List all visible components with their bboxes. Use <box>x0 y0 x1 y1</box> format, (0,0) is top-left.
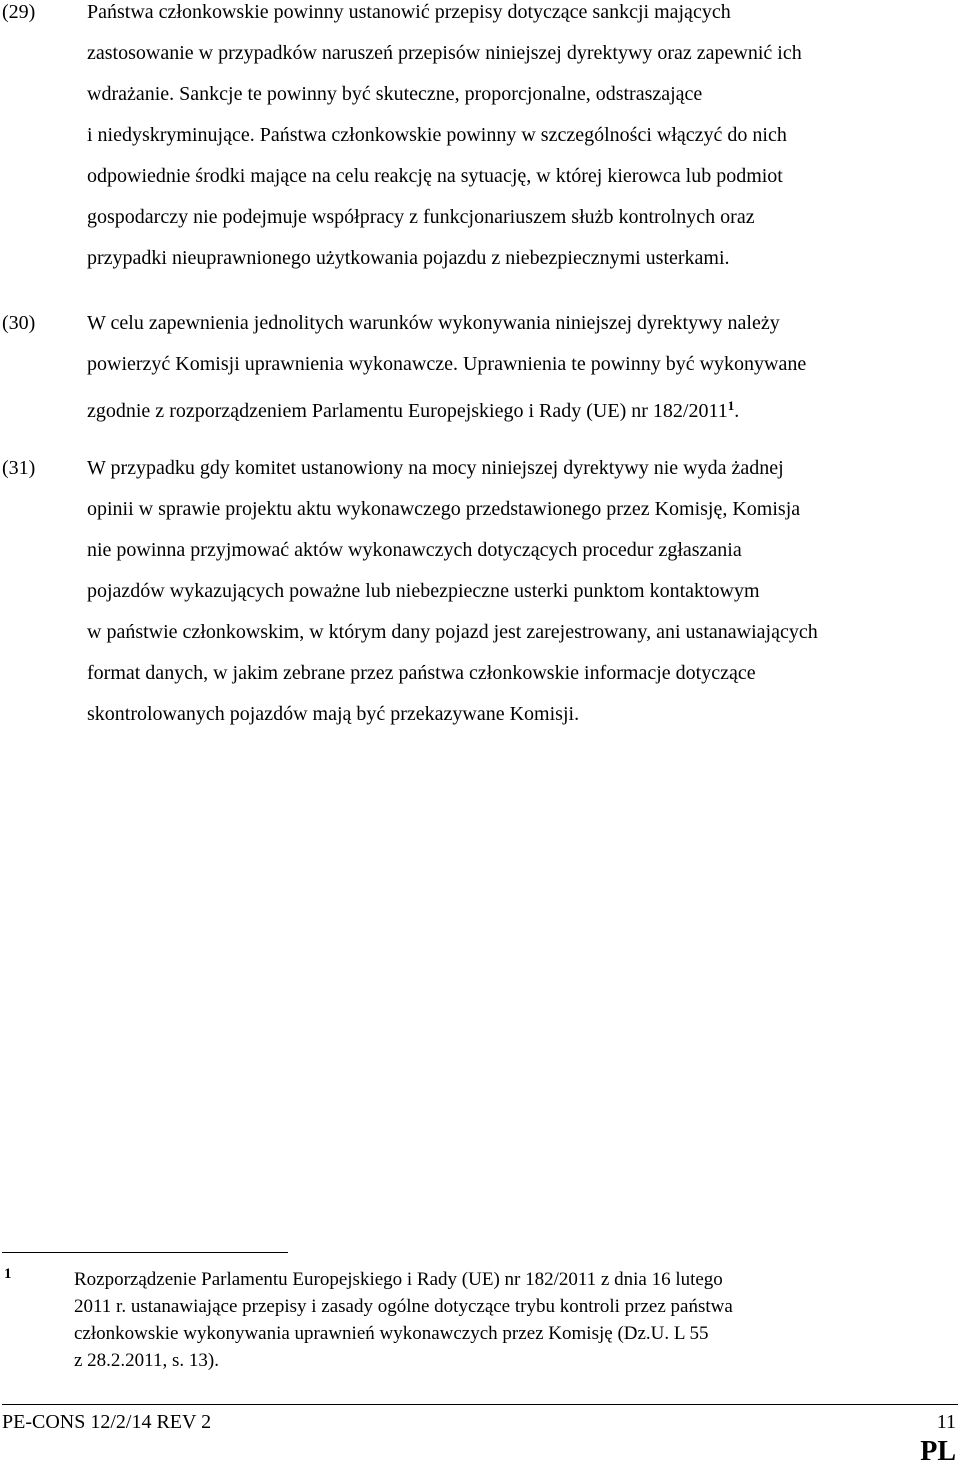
recital-line: i niedyskryminujące. Państwa członkowskie powinny w szczególności włączyć do nich <box>87 124 787 146</box>
recital-line: zgodnie z rozporządzeniem Parlamentu Europejskiego i Rady (UE) nr 182/2011 <box>87 400 728 422</box>
language-code: PL <box>920 1436 956 1467</box>
recital-line: wdrażanie. Sankcje te powinny być skuteczne, proporcjonalne, odstraszające <box>87 83 703 105</box>
recital-line: przypadki nieuprawnionego użytkowania pojazdu z niebezpiecznymi usterkami. <box>87 247 730 269</box>
footnote-line: członkowskie wykonywania uprawnień wykonawczych przez Komisję (Dz.U. L 55 <box>74 1323 709 1344</box>
recital-line: powierzyć Komisji uprawnienia wykonawcze. Uprawnienia te powinny być wykonywane <box>87 353 807 375</box>
footnote-reference[interactable]: 1 <box>727 398 735 413</box>
recital-number: (30) <box>2 312 36 334</box>
recital-line: format danych, w jakim zebrane przez państwa członkowskie informacje dotyczące <box>87 662 756 684</box>
recital-line: skontrolowanych pojazdów mają być przekazywane Komisji. <box>87 703 580 725</box>
page-number: 11 <box>936 1411 956 1433</box>
footnote-line: z 28.2.2011, s. 13). <box>74 1350 219 1371</box>
recital-line: pojazdów wykazujących poważne lub niebezpieczne usterki punktom kontaktowym <box>87 580 760 602</box>
document-reference: PE-CONS 12/2/14 REV 2 <box>2 1411 212 1433</box>
recital-line: W przypadku gdy komitet ustanowiony na mocy niniejszej dyrektywy nie wyda żadnej <box>87 457 784 479</box>
footer-separator <box>2 1404 958 1405</box>
recital-number: (29) <box>2 1 36 23</box>
recital-line: Państwa członkowskie powinny ustanowić przepisy dotyczące sankcji mających <box>87 1 731 23</box>
recital-line: w państwie członkowskim, w którym dany pojazd jest zarejestrowany, ani ustanawiających <box>87 621 818 643</box>
footnote-marker: 1 <box>4 1266 12 1282</box>
recital-line: W celu zapewnienia jednolitych warunków wykonywania niniejszej dyrektywy należy <box>87 312 780 334</box>
recital-line-with-footnote <box>87 385 739 432</box>
recital-line: nie powinna przyjmować aktów wykonawczych dotyczących procedur zgłaszania <box>87 539 742 561</box>
footnote-line: 2011 r. ustanawiające przepisy i zasady ogólne dotyczące trybu kontroli przez państwa <box>74 1296 733 1317</box>
recital-line: odpowiednie środki mające na celu reakcję na sytuację, w której kierowca lub podmiot <box>87 165 783 187</box>
recital-line: gospodarczy nie podejmuje współpracy z funkcjonariuszem służb kontrolnych oraz <box>87 206 755 228</box>
end-punctuation: . <box>734 400 740 422</box>
recital-line: zastosowanie w przypadków naruszeń przepisów niniejszej dyrektywy oraz zapewnić ich <box>87 42 802 64</box>
recital-number: (31) <box>2 457 36 479</box>
footnote-line: Rozporządzenie Parlamentu Europejskiego i Rady (UE) nr 182/2011 z dnia 16 lutego <box>74 1269 723 1290</box>
footnote-separator <box>2 1252 288 1253</box>
recital-line: opinii w sprawie projektu aktu wykonawczego przedstawionego przez Komisję, Komisja <box>87 498 801 520</box>
